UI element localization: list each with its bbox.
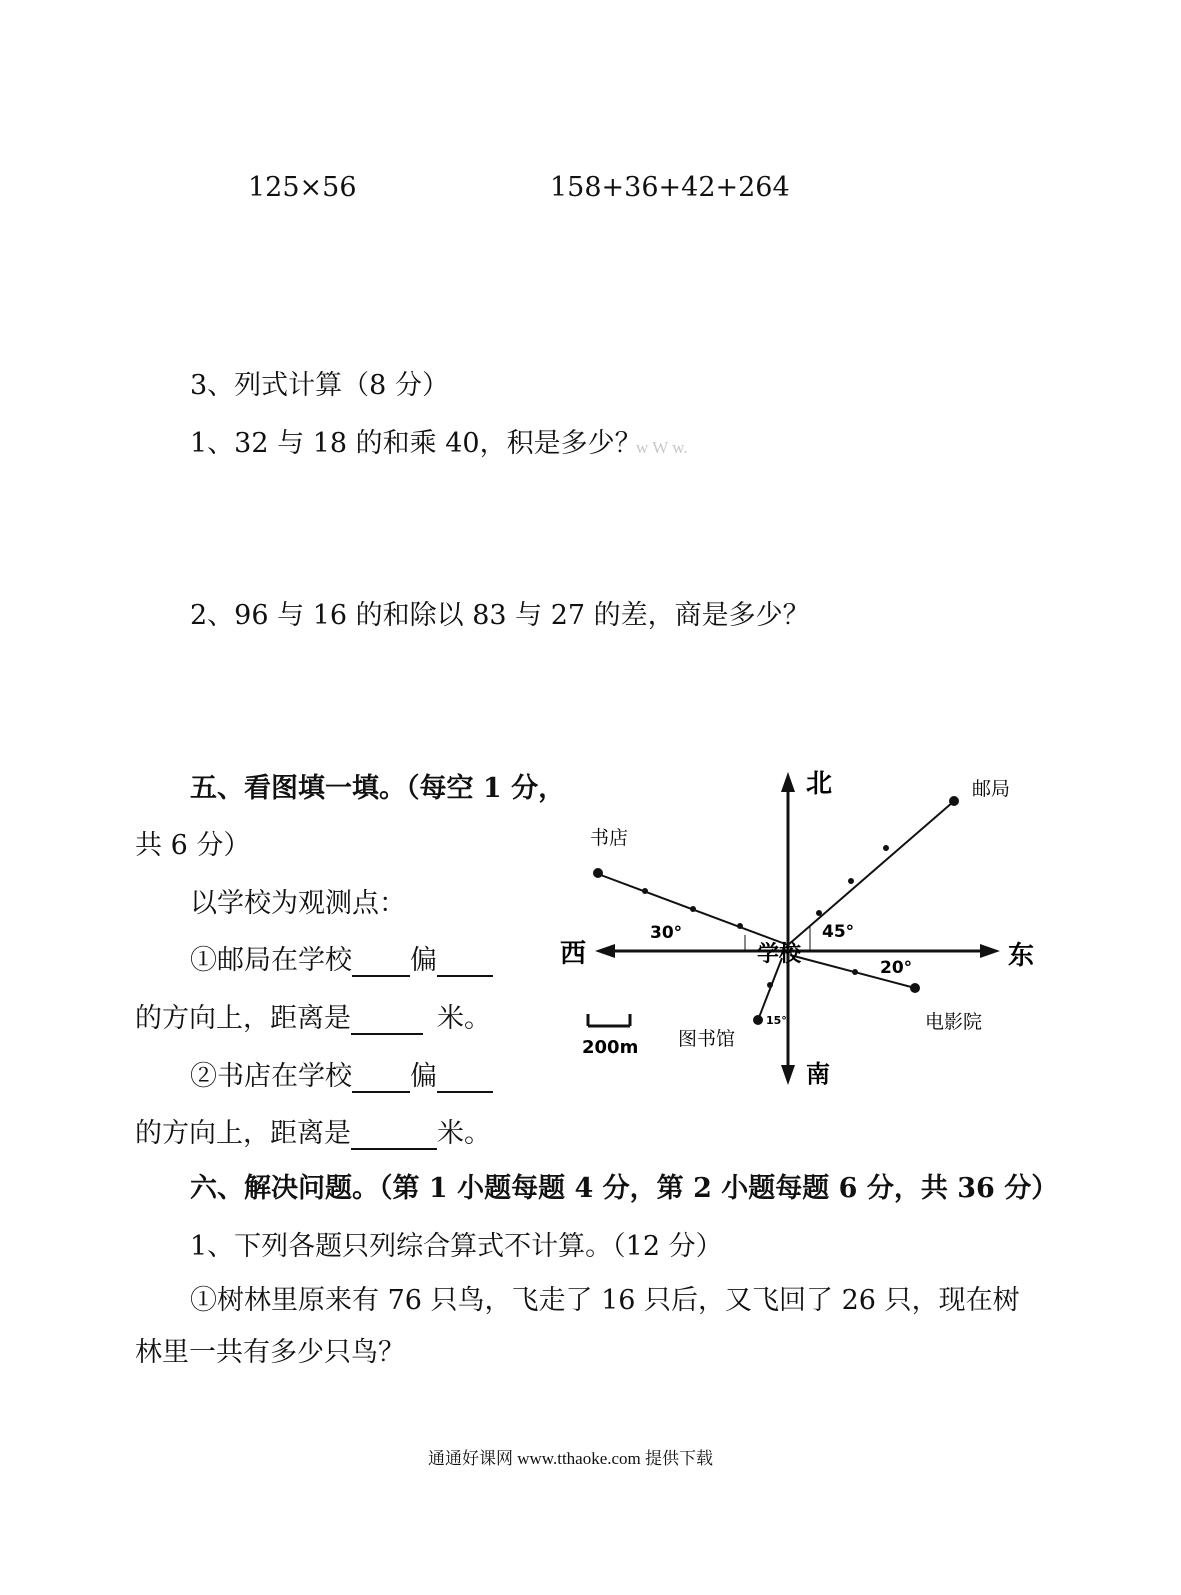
label-cinema: 电影院 [925, 1011, 983, 1033]
label-north: 北 [806, 769, 833, 799]
section6-question-1-line2: 林里一共有多少只鸟？ [135, 1337, 405, 1368]
item1-unit: 米。 [437, 1003, 491, 1034]
cinema-tick-1 [852, 969, 858, 975]
section5-intro: 以学校为观测点： [190, 888, 406, 919]
expression-1: 125×56 [248, 172, 357, 203]
bookstore-tick-1 [642, 888, 648, 894]
section3-title: 3、列式计算（8 分） [190, 370, 449, 401]
east-arrow-icon [980, 944, 1000, 958]
post-office-tick-3 [816, 910, 822, 916]
post-office-line [788, 802, 953, 945]
post-office-point [949, 796, 959, 806]
north-arrow-icon [781, 772, 795, 792]
post-office-tick-2 [848, 878, 854, 884]
item2-pian: 偏 [410, 1061, 437, 1092]
label-south: 南 [806, 1060, 830, 1088]
south-arrow-icon [781, 1065, 795, 1085]
expression-2: 158+36+42+264 [550, 172, 790, 203]
page-footer: 通通好课网 www.tthaoke.com 提供下载 [428, 1449, 714, 1468]
item2-distance-text: 的方向上，距离是 [135, 1118, 351, 1149]
section3-question-2: 2、96 与 16 的和除以 83 与 27 的差，商是多少？ [190, 600, 810, 631]
label-library: 图书馆 [678, 1028, 736, 1050]
bookstore-tick-3 [737, 923, 743, 929]
label-west: 西 [560, 939, 587, 969]
section3-question-1: 1、32 与 18 的和乘 40，积是多少？ [190, 428, 642, 459]
section6-title-text: 六、解决问题。（第 1 小题每题 4 分，第 2 小题每题 6 分，共 36 分） [190, 1173, 1059, 1204]
label-scale: 200m [582, 1037, 639, 1058]
label-angle-30: 30° [650, 923, 683, 943]
section5-title-line1: 五、看图填一填。（每空 1 分， [190, 773, 566, 804]
label-angle-45: 45° [822, 922, 855, 942]
label-bookstore: 书店 [590, 827, 629, 849]
item2-text: ②书店在学校 [190, 1061, 352, 1092]
bookstore-tick-2 [690, 906, 696, 912]
library-point [753, 1015, 763, 1025]
section6-question-1-line1: ①树林里原来有 76 只鸟，飞走了 16 只后，又飞回了 26 只，现在树 [190, 1285, 1020, 1316]
section5-title-line2: 共 6 分） [135, 830, 251, 861]
section6-title [190, 1173, 1058, 1205]
label-angle-20: 20° [880, 958, 913, 978]
item2-unit: 米。 [437, 1118, 491, 1149]
label-school: 学校 [757, 942, 802, 967]
label-east: 东 [1008, 941, 1035, 971]
post-office-tick-1 [883, 845, 889, 851]
library-tick-1 [767, 982, 773, 988]
item1-pian: 偏 [410, 945, 437, 976]
label-angle-15: 15° [766, 1014, 787, 1027]
section6-sub1: 1、下列各题只列综合算式不计算。（12 分） [190, 1231, 723, 1262]
item1-text: ①邮局在学校 [190, 945, 352, 976]
item1-distance-text: 的方向上，距离是 [135, 1003, 351, 1034]
cinema-point [910, 983, 920, 993]
watermark-text: w W w. [636, 438, 688, 457]
west-arrow-icon [595, 944, 615, 958]
library-line [758, 958, 782, 1020]
bookstore-point [593, 868, 603, 878]
label-post-office: 邮局 [972, 778, 1011, 800]
